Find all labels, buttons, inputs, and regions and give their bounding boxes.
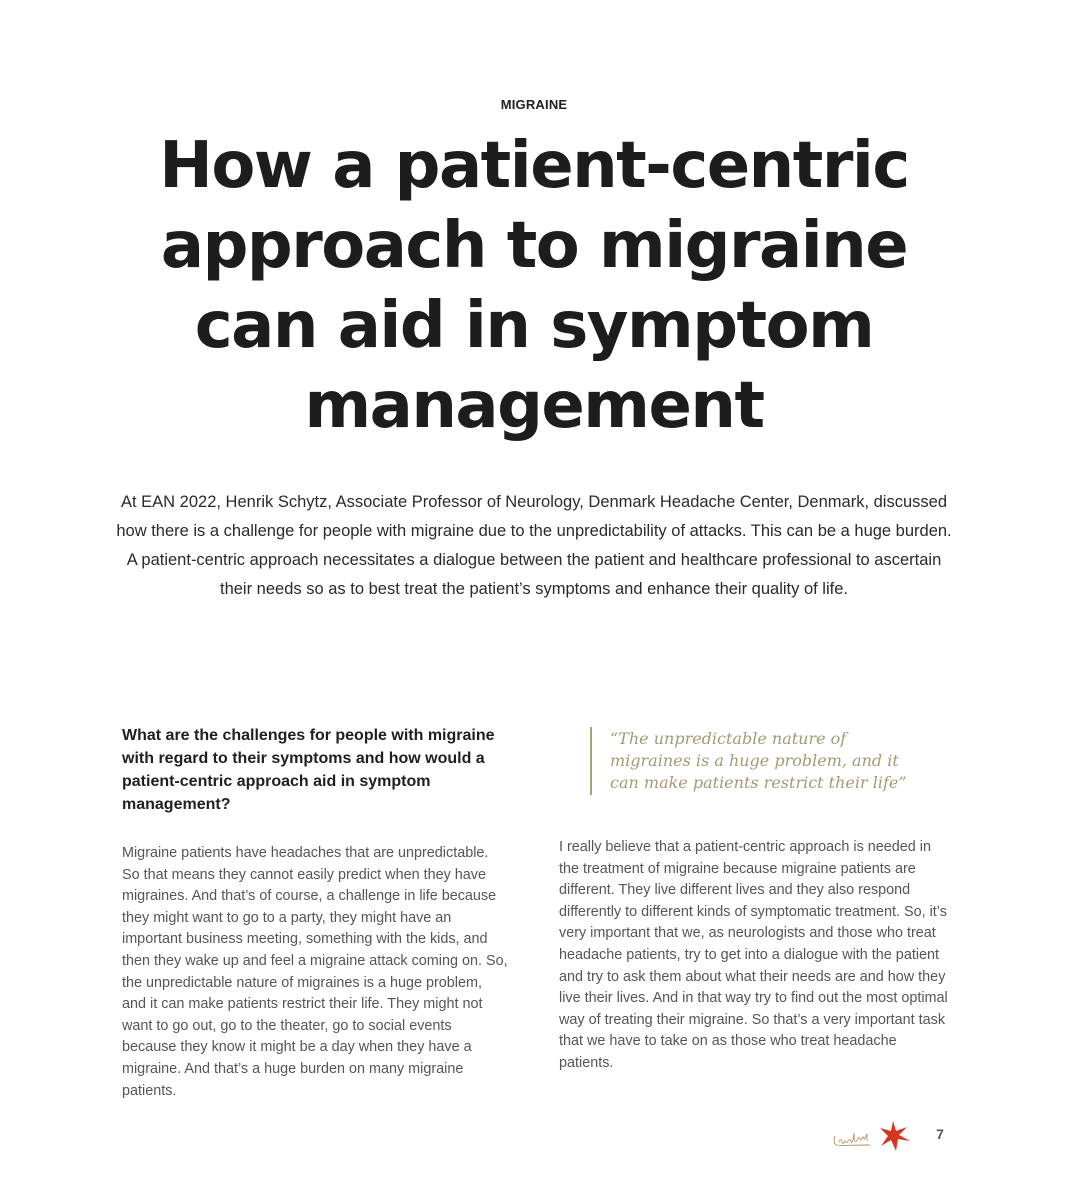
lundbeck-logo bbox=[830, 1118, 912, 1156]
interview-question: What are the challenges for people with migraine with regard to their symptoms and how would a patient-centric approach aid in symptom management? bbox=[122, 727, 495, 813]
answer-left-column: Migraine patients have headaches that are unpredictable. So that means they cannot easily predict when they have migraines. And that’s of course, a challenge in life because they might want to go to a party, they might have an important business meeting, something with the kids, and then they wake up and feel a migraine attack coming on. So, the unpredictable nature of migraines is a huge problem, and it can make patients restrict their life. They might not want to go out, go to the theater, go to social events because they know it might be a day when they have a migraine. And that’s a huge burden on many migraine patients. bbox=[122, 845, 508, 1099]
lundbeck-script-logo bbox=[834, 1133, 870, 1145]
article-title: How a patient-centric approach to migraine can aid in symptom management bbox=[159, 129, 909, 443]
article-lede: At EAN 2022, Henrik Schytz, Associate Professor of Neurology, Denmark Headache Center, Denmark, discussed how there is a challenge for people with migraine due to the unpredictability of attacks. This can be a huge burden. A patient-centric approach necessitates a dialogue between the patient and healthcare professional to ascertain their needs so as to best treat the patient’s symptoms and enhance their quality of life. bbox=[116, 493, 952, 598]
section-label: MIGRAINE bbox=[500, 97, 568, 112]
lundbeck-star-icon bbox=[880, 1121, 910, 1151]
page-number: 7 bbox=[936, 1126, 944, 1142]
answer-right-column: I really believe that a patient-centric approach is needed in the treatment of migraine because migraine patients are different. They live different lives and they also respond differently to different kinds of symptomatic treatment. So, it’s very important that we, as neurologists and those who treat headache patients, try to get into a dialogue with the patient and try to ask them about what their needs are and how they live their lives. And in that way try to find out the most optimal way of treating their migraine. So that’s a very important task that we have to take on as those who treat headache patients. bbox=[559, 839, 948, 1071]
pull-quote: “The unpredictable nature of migraines is a huge problem, and it can make patients restrict their life” bbox=[590, 727, 910, 795]
